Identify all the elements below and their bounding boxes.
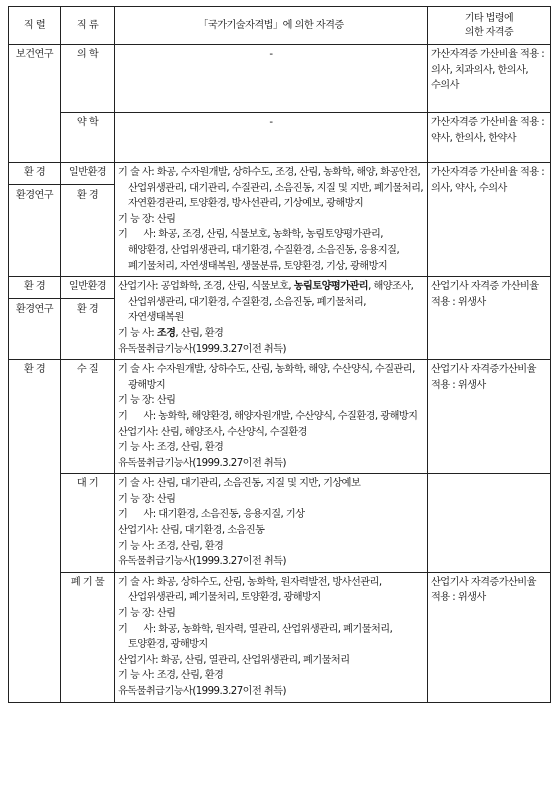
table-row-environment-water	[9, 360, 551, 474]
qualification-line: 유독물취급기능사(1999.3.27이전 취득)	[118, 556, 286, 568]
header-national-qualification: 「국가기술자격법」에 의한 자격증	[115, 7, 428, 45]
position-label: 환 경	[23, 281, 46, 293]
position-label: 환경연구	[9, 184, 60, 204]
type-label: 환 경	[61, 298, 114, 318]
header-other-qualification	[428, 7, 551, 45]
table-row-pharmacy	[9, 113, 551, 163]
table-header-row	[9, 7, 551, 45]
type-label: 일반환경	[68, 281, 107, 293]
cell-type-medicine: 의 학	[61, 45, 115, 113]
qualification-line: 기 술 사: 화공, 상하수도, 산림, 농화학, 원자력발전, 방사선관리, 산업위생관리, 폐기물처리, 토양환경, 광해방지	[118, 576, 385, 604]
qualification-line: 기 술 사: 화공, 수자원개발, 상하수도, 조경, 산림, 농화학, 해양, 화공안전, 산업위생관리, 대기관리, 수질관리, 소음진동, 지질 및 지반, 폐기물처리, 자연환경관리, 토양환경, 방사선관리, 기상예보, 광해방지	[118, 167, 426, 210]
qualification-table	[8, 6, 551, 703]
qualification-line: 기 능 사: 조경, 산림, 환경	[118, 540, 224, 552]
type-label: 일반환경	[68, 167, 107, 178]
cell-national-medicine: -	[115, 45, 428, 113]
table-row-environment-1	[9, 163, 551, 277]
cell-other-environment-1: 가산자격증 가산비율 적용 : 의사, 약사, 수의사	[428, 163, 551, 277]
line-text: 산업기사: 공업화학, 조경, 산림, 식물보호,	[118, 281, 294, 293]
qualification-line	[118, 326, 424, 342]
cell-national-environment-1	[115, 163, 428, 277]
cell-other-waste: 산업기사 자격증가산비율 적용 : 위생사	[428, 572, 551, 702]
qualification-line: 기 능 장: 산림	[118, 213, 176, 225]
cell-type-waste: 폐 기 물	[61, 572, 115, 702]
qualification-line: 산업기사: 화공, 산림, 열관리, 산업위생관리, 폐기물처리	[118, 654, 350, 666]
qualification-line: 기 사: 화공, 농화학, 원자력, 열관리, 산업위생관리, 폐기물처리, 토양환경, 광해방지	[118, 623, 395, 651]
emphasized-text: 농림토양평가관리	[293, 281, 369, 293]
qualification-line: 기 능 장: 산림	[118, 608, 176, 620]
qualification-line: 유독물취급기능사(1999.3.27이전 취득)	[118, 686, 286, 697]
qualification-line: 기 능 장: 산림	[118, 395, 176, 407]
table-row-environment-waste	[9, 572, 551, 702]
cell-position-environment-3: 환 경	[9, 360, 61, 702]
header-other-line-1: 기타 법령에	[464, 12, 514, 24]
qualification-line: 기 사: 농화학, 해양환경, 해양자원개발, 수산양식, 수질환경, 광해방지	[118, 410, 418, 422]
cell-national-air	[115, 474, 428, 573]
qualification-line: 기 능 사: 조경, 산림, 환경	[118, 670, 224, 682]
cell-other-environment-2: 산업기사 자격증 가산비율 적용 : 위생사	[428, 277, 551, 360]
header-position: 직 렬	[9, 7, 61, 45]
header-other-line-2: 의한 자격증	[464, 26, 514, 38]
cell-other-air	[428, 474, 551, 573]
cell-other-pharmacy: 가산자격증 가산비율 적용 : 약사, 한의사, 한약사	[428, 113, 551, 163]
cell-other-medicine: 가산자격증 가산비율 적용 : 의사, 치과의사, 한의사, 수의사	[428, 45, 551, 113]
header-type: 직 류	[61, 7, 115, 45]
qualification-document	[8, 6, 551, 703]
qualification-line: 기 능 장: 산림	[118, 493, 176, 505]
cell-national-waste	[115, 572, 428, 702]
cell-type-environment-1	[61, 163, 115, 277]
cell-national-water	[115, 360, 428, 474]
cell-type-air: 대 기	[61, 474, 115, 573]
position-label: 환 경	[23, 167, 46, 178]
qualification-line: 기 능 사: 조경, 산림, 환경	[118, 442, 224, 454]
qualification-line: 유독물취급기능사(1999.3.27이전 취득)	[118, 343, 286, 355]
line-text: 기 능 사:	[118, 327, 157, 339]
cell-position-environment-2	[9, 277, 61, 360]
cell-position-environment-1	[9, 163, 61, 277]
qualification-line: 기 술 사: 산림, 대기관리, 소음진동, 지질 및 지반, 기상예보	[118, 478, 361, 490]
table-row-medicine	[9, 45, 551, 113]
table-row-environment-2	[9, 277, 551, 360]
cell-position-health-research: 보건연구	[9, 45, 61, 163]
cell-national-pharmacy: -	[115, 113, 428, 163]
qualification-line: 기 사: 대기환경, 소음진동, 응용지질, 기상	[118, 509, 305, 521]
qualification-line: 기 술 사: 수자원개발, 상하수도, 산림, 농화학, 해양, 수산양식, 수질관리, 광해방지	[118, 364, 418, 391]
position-label: 환경연구	[9, 298, 60, 318]
cell-type-pharmacy: 약 학	[61, 113, 115, 163]
cell-national-environment-2	[115, 277, 428, 360]
cell-type-water: 수 질	[61, 360, 115, 474]
table-row-environment-air	[9, 474, 551, 573]
qualification-line: 기 사: 화공, 조경, 산림, 식물보호, 농화학, 농림토양평가관리, 해양환경, 산업위생관리, 대기환경, 수질환경, 소음진동, 응용지질, 폐기물처리, 자연생태복원, 생물분류, 토양환경, 기상, 광해방지	[118, 229, 402, 272]
emphasized-text: 조경	[156, 327, 176, 339]
cell-type-environment-2	[61, 277, 115, 360]
qualification-line: 유독물취급기능사(1999.3.27이전 취득)	[118, 457, 286, 469]
line-text: , 산림, 환경	[175, 327, 224, 339]
line-text: , 해양조사, 산업위생관리, 대기환경, 수질환경, 소음진동, 폐기물처리, 자연생태복원	[128, 281, 417, 324]
qualification-line	[118, 279, 424, 326]
cell-other-water: 산업기사 자격증가산비율 적용 : 위생사	[428, 360, 551, 474]
qualification-line: 산업기사: 산림, 해양조사, 수산양식, 수질환경	[118, 426, 307, 438]
type-label: 환 경	[61, 184, 114, 204]
qualification-line: 산업기사: 산림, 대기환경, 소음진동	[118, 525, 265, 537]
